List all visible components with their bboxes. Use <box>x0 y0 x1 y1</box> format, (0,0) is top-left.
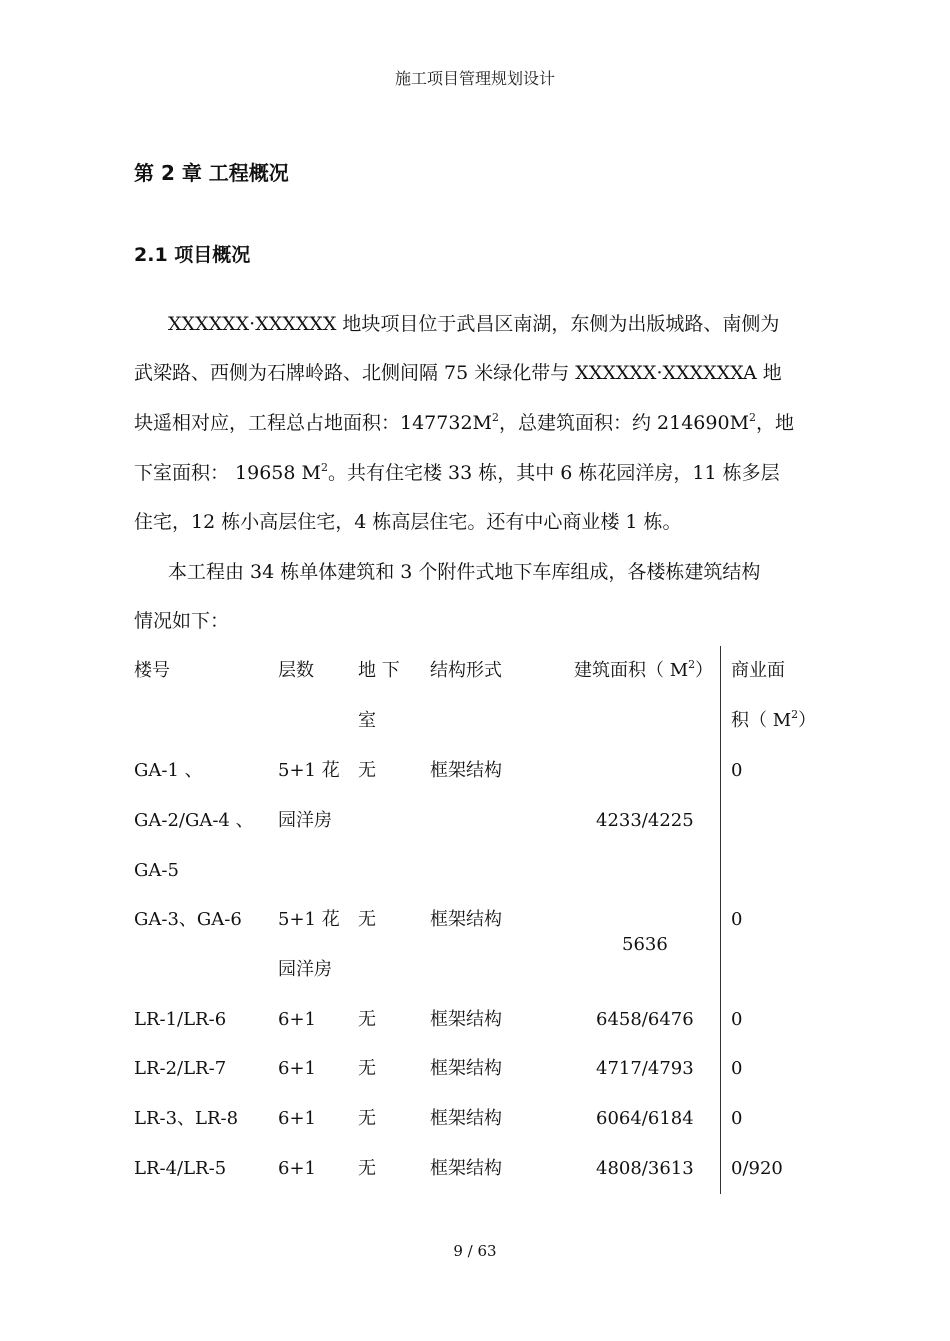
cell-structure: 框架结构 <box>430 1009 502 1030</box>
header-structure: 结构形式 <box>430 660 502 681</box>
cell-structure: 框架结构 <box>430 909 502 930</box>
header-commercial: 商业面 <box>731 660 785 681</box>
paragraph-line: 情况如下： <box>134 610 230 632</box>
cell-building: LR-2/LR-7 <box>134 1058 227 1079</box>
superscript: 2 <box>320 461 328 474</box>
cell-floors: 5+1 花 <box>278 909 340 930</box>
cell-floors: 6+1 <box>278 1009 316 1030</box>
header-area <box>574 658 713 684</box>
cell-basement: 无 <box>358 1158 376 1179</box>
header-basement: 地 下 <box>358 660 400 681</box>
cell-basement: 无 <box>358 1058 376 1079</box>
cell-structure: 框架结构 <box>430 760 502 781</box>
cell-commercial: 0 <box>731 760 743 781</box>
cell-building: GA-5 <box>134 860 179 881</box>
paragraph-line: 住宅，12 栋小高层住宅，4 栋高层住宅。还有中心商业楼 1 栋。 <box>134 511 682 533</box>
cell-building: LR-4/LR-5 <box>134 1158 227 1179</box>
superscript: 2 <box>688 658 696 671</box>
text-run: 积（ M <box>731 710 792 731</box>
cell-area: 6458/6476 <box>596 1009 694 1030</box>
header-building: 楼号 <box>134 660 170 681</box>
text-run: ，总建筑面积：约 214690M <box>499 412 750 434</box>
paragraph-line: 本工程由 34 栋单体建筑和 3 个附件式地下车库组成，各楼栋建筑结构 <box>168 561 761 583</box>
superscript: 2 <box>492 411 499 424</box>
section-title: 2.1 项目概况 <box>134 244 251 266</box>
cell-area: 4717/4793 <box>596 1058 694 1079</box>
cell-commercial: 0 <box>731 909 743 930</box>
cell-basement: 无 <box>358 1009 376 1030</box>
text-run: 建筑面积（ M <box>574 660 689 681</box>
cell-floors: 6+1 <box>278 1058 316 1079</box>
paragraph-line: XXXXXX·XXXXXX 地块项目位于武昌区南湖，东侧为出版城路、南侧为 <box>168 313 780 335</box>
cell-structure: 框架结构 <box>430 1058 502 1079</box>
paragraph-line: 武梁路、西侧为石牌岭路、北侧间隔 75 米绿化带与 XXXXXX·XXXXXXA 地 <box>134 362 782 384</box>
cell-area: 4233/4225 <box>596 810 694 831</box>
cell-basement: 无 <box>358 909 376 930</box>
cell-structure: 框架结构 <box>430 1158 502 1179</box>
cell-floors: 6+1 <box>278 1158 316 1179</box>
cell-commercial: 0 <box>731 1058 743 1079</box>
cell-area: 6064/6184 <box>596 1108 694 1129</box>
text-run: ） <box>695 660 714 681</box>
cell-floors: 6+1 <box>278 1108 316 1129</box>
paragraph-line <box>134 410 794 436</box>
cell-commercial: 0 <box>731 1009 743 1030</box>
paragraph-line <box>134 460 780 486</box>
cell-structure: 框架结构 <box>430 1108 502 1129</box>
text-run: 。共有住宅楼 33 栋，其中 6 栋花园洋房，11 栋多层 <box>327 462 780 484</box>
cell-area: 5636 <box>622 934 668 955</box>
cell-building: LR-1/LR-6 <box>134 1009 227 1030</box>
cell-basement: 无 <box>358 1108 376 1129</box>
header-basement: 室 <box>358 710 376 731</box>
page-number: 9 / 63 <box>453 1242 497 1260</box>
header-floors: 层数 <box>278 660 314 681</box>
cell-commercial: 0 <box>731 1108 743 1129</box>
text-run: 块遥相对应，工程总占地面积：147732M <box>134 412 492 434</box>
cell-area: 4808/3613 <box>596 1158 694 1179</box>
cell-floors: 园洋房 <box>278 959 332 980</box>
cell-floors: 园洋房 <box>278 810 332 831</box>
cell-building: LR-3、LR-8 <box>134 1108 239 1129</box>
superscript: 2 <box>749 411 757 424</box>
text-run: ，地 <box>756 412 795 434</box>
running-header: 施工项目管理规划设计 <box>394 69 555 88</box>
superscript: 2 <box>791 708 799 721</box>
chapter-title: 第 2 章 工程概况 <box>134 161 289 185</box>
table-column-divider <box>720 646 721 1194</box>
text-run: 下室面积： 19658 M <box>134 462 321 484</box>
cell-floors: 5+1 花 <box>278 760 340 781</box>
cell-building: GA-2/GA-4 、 <box>134 810 254 831</box>
cell-commercial: 0/920 <box>731 1158 783 1179</box>
header-commercial <box>731 708 817 734</box>
cell-building: GA-1 、 <box>134 760 203 781</box>
cell-basement: 无 <box>358 760 376 781</box>
cell-building: GA-3、GA-6 <box>134 909 242 930</box>
text-run: ） <box>798 710 817 731</box>
